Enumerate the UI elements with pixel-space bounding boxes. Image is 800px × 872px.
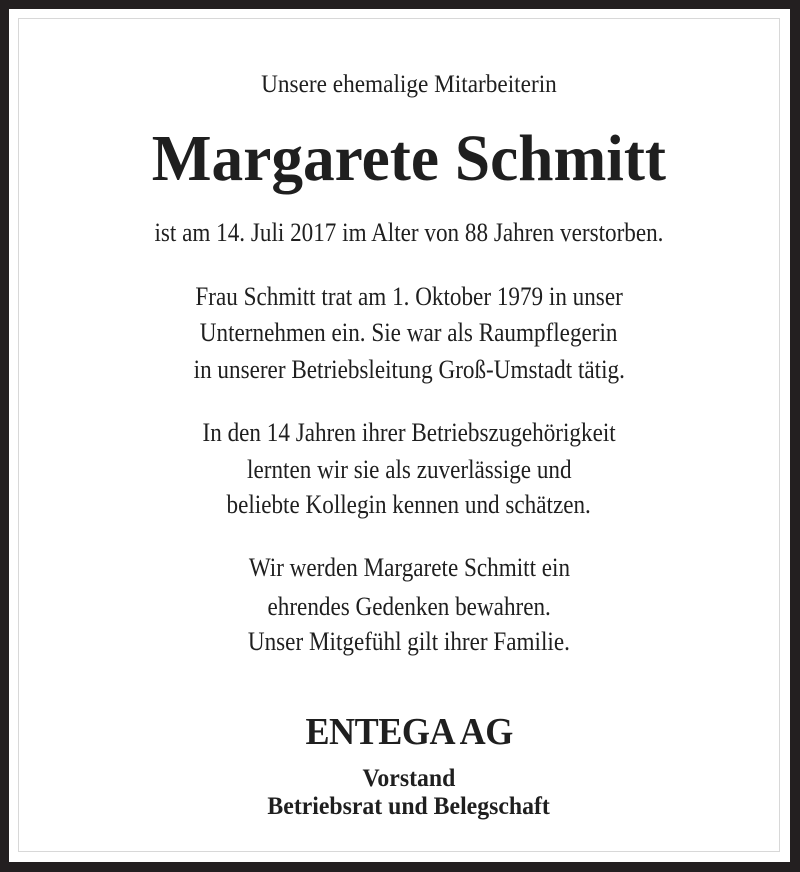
paragraph-line-text: Wir werden Margarete Schmitt ein: [248, 553, 570, 582]
paragraph-line: [9, 420, 800, 446]
deceased-name: [9, 122, 800, 195]
signatory-text: Betriebsrat und Belegschaft: [267, 793, 551, 820]
paragraph-line-text: Unser Mitgefühl gilt ihrer Familie.: [248, 627, 570, 656]
paragraph-line: [9, 284, 800, 310]
paragraph-line-text: lernten wir sie als zuverlässige und: [246, 455, 572, 484]
signatory-text: Vorstand: [362, 765, 456, 792]
death-announcement: [9, 220, 800, 246]
paragraph-line-text: in unserer Betriebsleitung Groß-Umstadt tätig.: [193, 355, 625, 384]
paragraph-line: [9, 629, 800, 655]
paragraph-line-text: beliebte Kollegin kennen und schätzen.: [226, 490, 592, 519]
signatory-works-council: [9, 794, 800, 819]
paragraph-line: [9, 457, 800, 483]
paragraph-line: [9, 320, 800, 346]
death-text: ist am 14. Juli 2017 im Alter von 88 Jahren verstorben.: [154, 218, 664, 247]
paragraph-line: [9, 594, 800, 620]
company-name: [9, 713, 800, 751]
intro-text: Unsere ehemalige Mitarbeiterin: [261, 71, 557, 98]
company-name-text: ENTEGA AG: [305, 711, 513, 753]
paragraph-line: [9, 357, 800, 383]
paragraph-line-text: Unternehmen ein. Sie war als Raumpflegerin: [200, 318, 618, 347]
intro-line: [9, 72, 800, 97]
paragraph-line-text: ehrendes Gedenken bewahren.: [267, 592, 551, 621]
paragraph-line: [9, 555, 800, 581]
paragraph-line-text: In den 14 Jahren ihrer Betriebszugehörigkeit: [202, 418, 616, 447]
signatory-board: [9, 766, 800, 791]
paragraph-line-text: Frau Schmitt trat am 1. Oktober 1979 in unser: [195, 282, 623, 311]
name-text: Margarete Schmitt: [151, 122, 667, 195]
paragraph-line: [9, 492, 800, 518]
